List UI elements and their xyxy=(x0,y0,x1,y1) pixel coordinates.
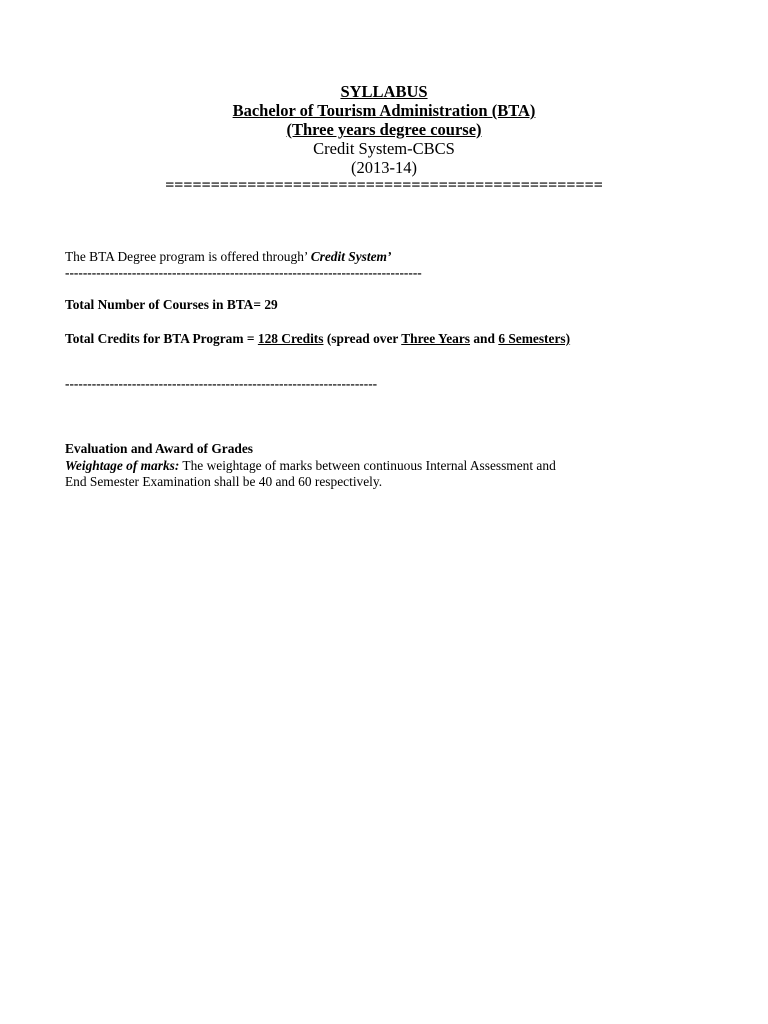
credits-separator: ---------------------------------------------------------------------- xyxy=(65,377,378,391)
credits-middle: (spread over xyxy=(323,331,402,346)
program-title: Bachelor of Tourism Administration (BTA) xyxy=(232,101,536,120)
credit-system-emphasis: Credit System’ xyxy=(310,249,392,264)
credits-years: Three Years xyxy=(401,331,471,346)
weightage-text-1: The weightage of marks between continuous Internal Assessment and xyxy=(179,458,556,473)
header-separator: ================================================ xyxy=(165,177,603,194)
intro-line xyxy=(65,249,391,265)
credit-system-label: Credit System-CBCS xyxy=(313,139,455,158)
weightage-label: Weightage of marks: xyxy=(65,458,180,473)
credits-semesters: 6 Semesters) xyxy=(498,331,571,346)
credits-value: 128 Credits xyxy=(257,331,324,346)
total-courses: Total Number of Courses in BTA= 29 xyxy=(65,297,278,312)
intro-separator: -------------------------------------------------------------------------------- xyxy=(65,266,422,280)
credits-prefix: Total Credits for BTA Program = xyxy=(65,331,258,346)
academic-year: (2013-14) xyxy=(351,158,417,177)
syllabus-title: SYLLABUS xyxy=(340,82,428,101)
credits-and: and xyxy=(470,331,499,346)
intro-text: The BTA Degree program is offered through’ xyxy=(65,249,311,264)
weightage-line-2: End Semester Examination shall be 40 and 60 respectively. xyxy=(65,474,383,489)
document-header xyxy=(0,80,768,195)
total-credits-line xyxy=(65,331,570,347)
weightage-line-1 xyxy=(65,458,556,474)
evaluation-heading: Evaluation and Award of Grades xyxy=(65,441,253,456)
course-duration: (Three years degree course) xyxy=(286,120,482,139)
